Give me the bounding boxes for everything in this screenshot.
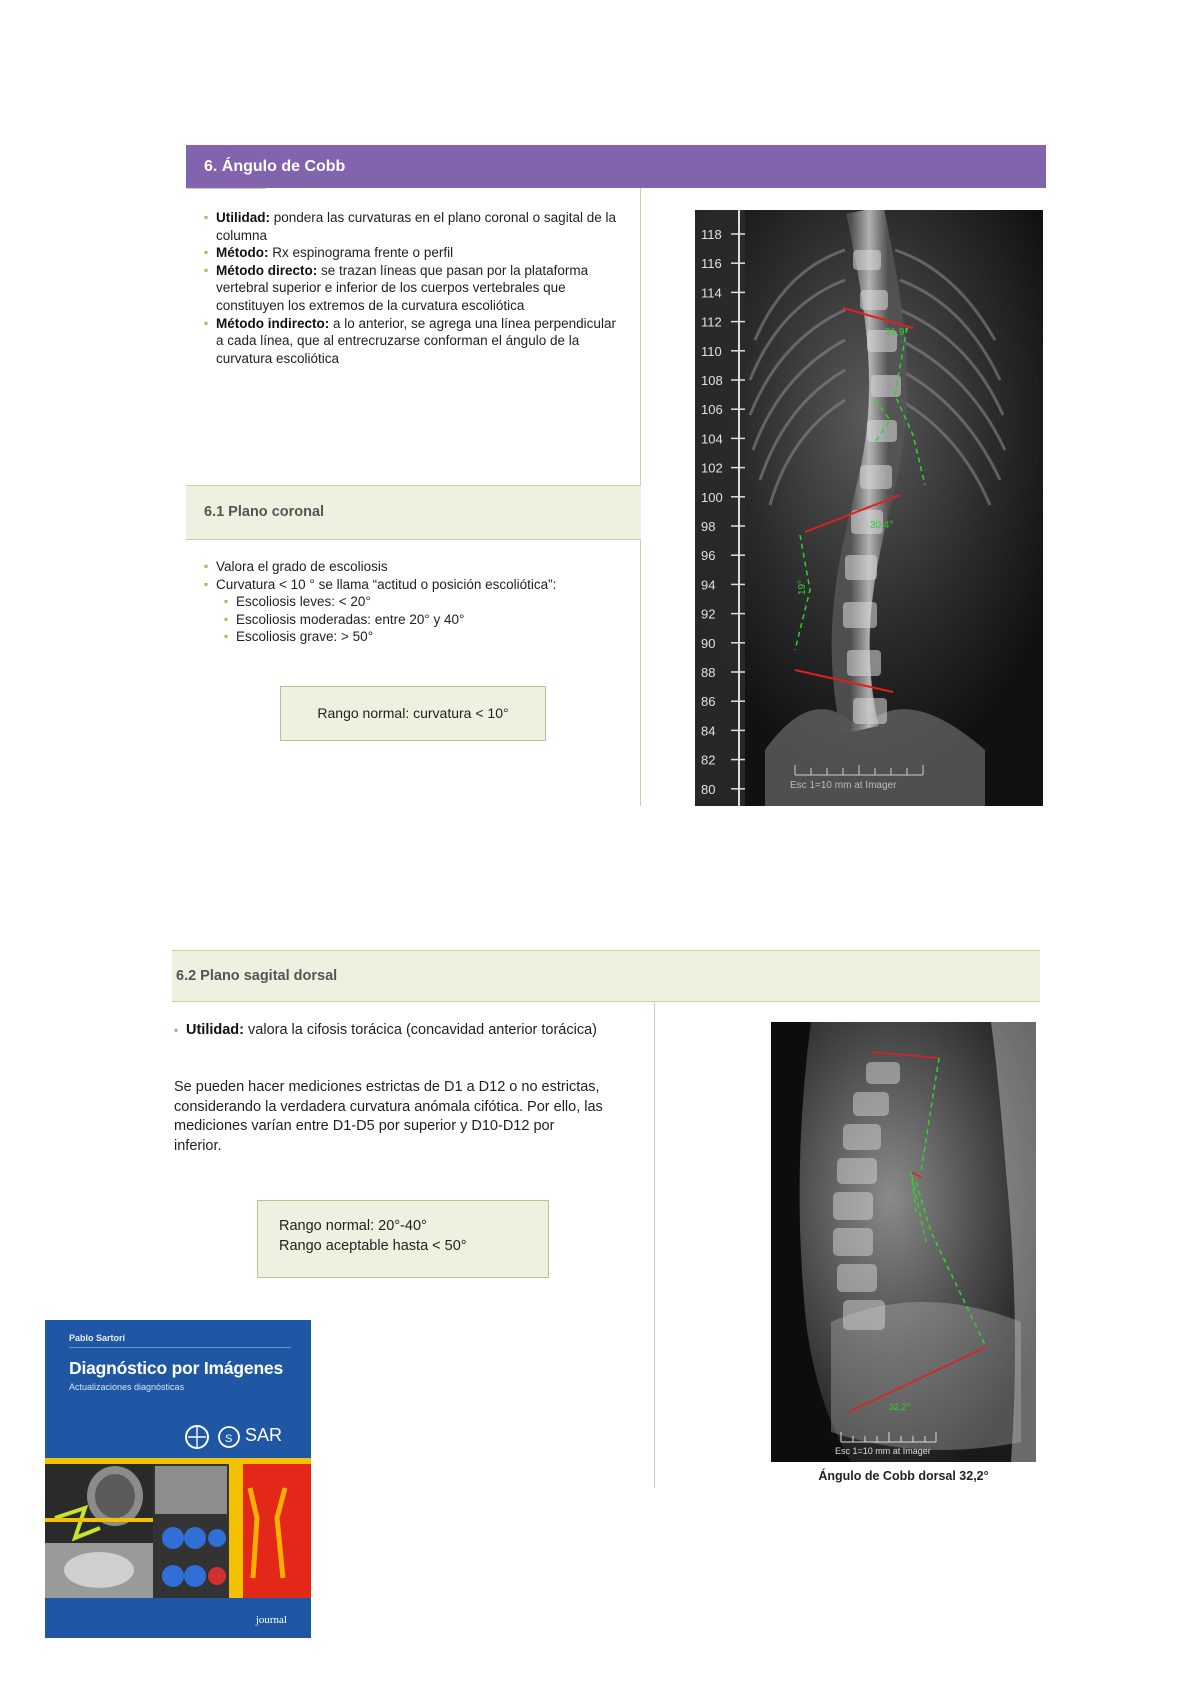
ruler-label: 118 [701,227,722,242]
divider [69,1347,291,1348]
ruler-label: 114 [701,285,722,301]
cover-image-mosaic [45,1458,311,1598]
ruler-label: 106 [701,402,723,418]
bullet-metodo [204,244,624,262]
ruler-label: 116 [701,256,722,272]
section-6-2-header [172,950,1040,1002]
ruler-label: 80 [701,781,716,797]
bullet-label: Utilidad: [216,210,270,225]
bullet-item: ▪ Curvatura < 10 ° se llama “actitud o posición escoliótica”: [204,576,634,594]
sub-bullet-item: ▪ Escoliosis leves: < 20° [214,593,634,611]
sub-bullet-item: ▪ Escoliosis grave: > 50° [214,628,634,646]
scale-label: Esc 1=10 mm at Imager [790,780,897,791]
lateral-xray-graphic [771,1022,1036,1462]
section-6-2-bullets [174,1021,614,1041]
book-author: Pablo Sartori [69,1333,126,1343]
bullet-metodo-indirecto [204,315,624,368]
angle-label: 32,2° [889,1402,911,1412]
ruler-label: 90 [701,635,716,651]
section-6-2-paragraph: Se pueden hacer mediciones estrictas de D1 a D12 o no estrictas, considerando la verdadera curvatura anómala cifótica. Por ello, las mediciones varían entre D1-D5 por superior y D10-D12 por inferior. [174,1079,603,1154]
book-subtitle: Actualizaciones diagnósticas [69,1382,185,1392]
range-line-normal: Rango normal: 20°-40° [279,1218,427,1234]
ruler-label: 98 [701,519,716,534]
section-6-header [186,145,1046,188]
ruler-label: 112 [701,314,722,330]
normal-range-box [257,1200,549,1278]
ruler-label: 86 [701,694,716,710]
ruler-label: 92 [701,606,716,622]
angle-label-mid: 19° [797,579,808,595]
ruler-label: 84 [701,723,716,739]
ruler-label: 88 [701,665,716,680]
coronal-xray-image [695,210,1043,806]
bullet-text: valora la cifosis torácica (concavidad anterior torácica) [244,1022,597,1038]
bullet-label: Método indirecto: [216,315,330,331]
bullet-text: Rx espinograma frente o perfil [268,245,454,261]
bullet-text: a lo anterior, se agrega una línea perpendicular a cada línea, que al entrecruzarse conforman el ángulo de la curvatura escoliótica [216,315,616,366]
book-cover[interactable] [45,1320,311,1638]
section-6-1-title: 6.1 Plano coronal [204,504,325,520]
section-6-bullets [204,209,624,367]
lateral-xray-image [771,1022,1036,1462]
range-line-acceptable: Rango aceptable hasta < 50° [279,1238,467,1254]
ruler-label: 104 [701,431,723,447]
ruler-label: 96 [701,548,716,564]
bullet-text: se trazan líneas que pasan por la plataforma vertebral superior e inferior de los cuerpos vertebrales que constituyen los extremos de la curvatura escoliótica [216,262,589,313]
bullet-utilidad [174,1021,614,1041]
bullet-text: pondera las curvaturas en el plano coronal o sagital de la columna [216,210,616,243]
sub-bullet-item: ▪ Escoliosis moderadas: entre 20° y 40° [214,611,634,629]
ruler-label: 102 [701,460,723,476]
bullet-metodo-directo [204,262,624,315]
society-logos [185,1424,240,1452]
publisher-logo: journal [255,1614,287,1626]
section-6-title: 6. Ángulo de Cobb [204,158,346,175]
coronal-xray-graphic [695,210,1043,806]
scale-label: Esc 1=10 mm at Imager [835,1446,931,1456]
section-6-2-title: 6.2 Plano sagital dorsal [176,968,338,984]
angle-label-upper: 31,9° [885,327,909,338]
bullet-item: ▪ Valora el grado de escoliosis [204,558,634,576]
sar-logo-text: SAR [245,1425,283,1445]
angle-label-lower: 30,4° [870,520,894,531]
bullet-label: Utilidad: [186,1022,244,1038]
ruler-label: 100 [701,489,723,505]
section-6-1-header [186,485,641,540]
bullet-label: Método directo: [216,262,318,278]
divider [186,188,266,189]
bullet-utilidad [204,209,624,244]
normal-range-box [280,686,546,741]
ruler-label: 94 [701,577,716,593]
ruler-label: 82 [701,752,716,768]
normal-range-text: Rango normal: curvatura < 10° [317,705,509,721]
section-6-1-bullets [204,558,634,646]
ruler-label: 110 [701,343,722,359]
bullet-label: Método: [216,245,269,261]
xray-caption: Ángulo de Cobb dorsal 32,2° [818,1469,989,1483]
book-title: Diagnóstico por Imágenes [69,1358,283,1378]
column-divider [654,1002,655,1488]
svg-text:S: S [225,1433,233,1445]
ruler-label: 108 [701,373,723,388]
